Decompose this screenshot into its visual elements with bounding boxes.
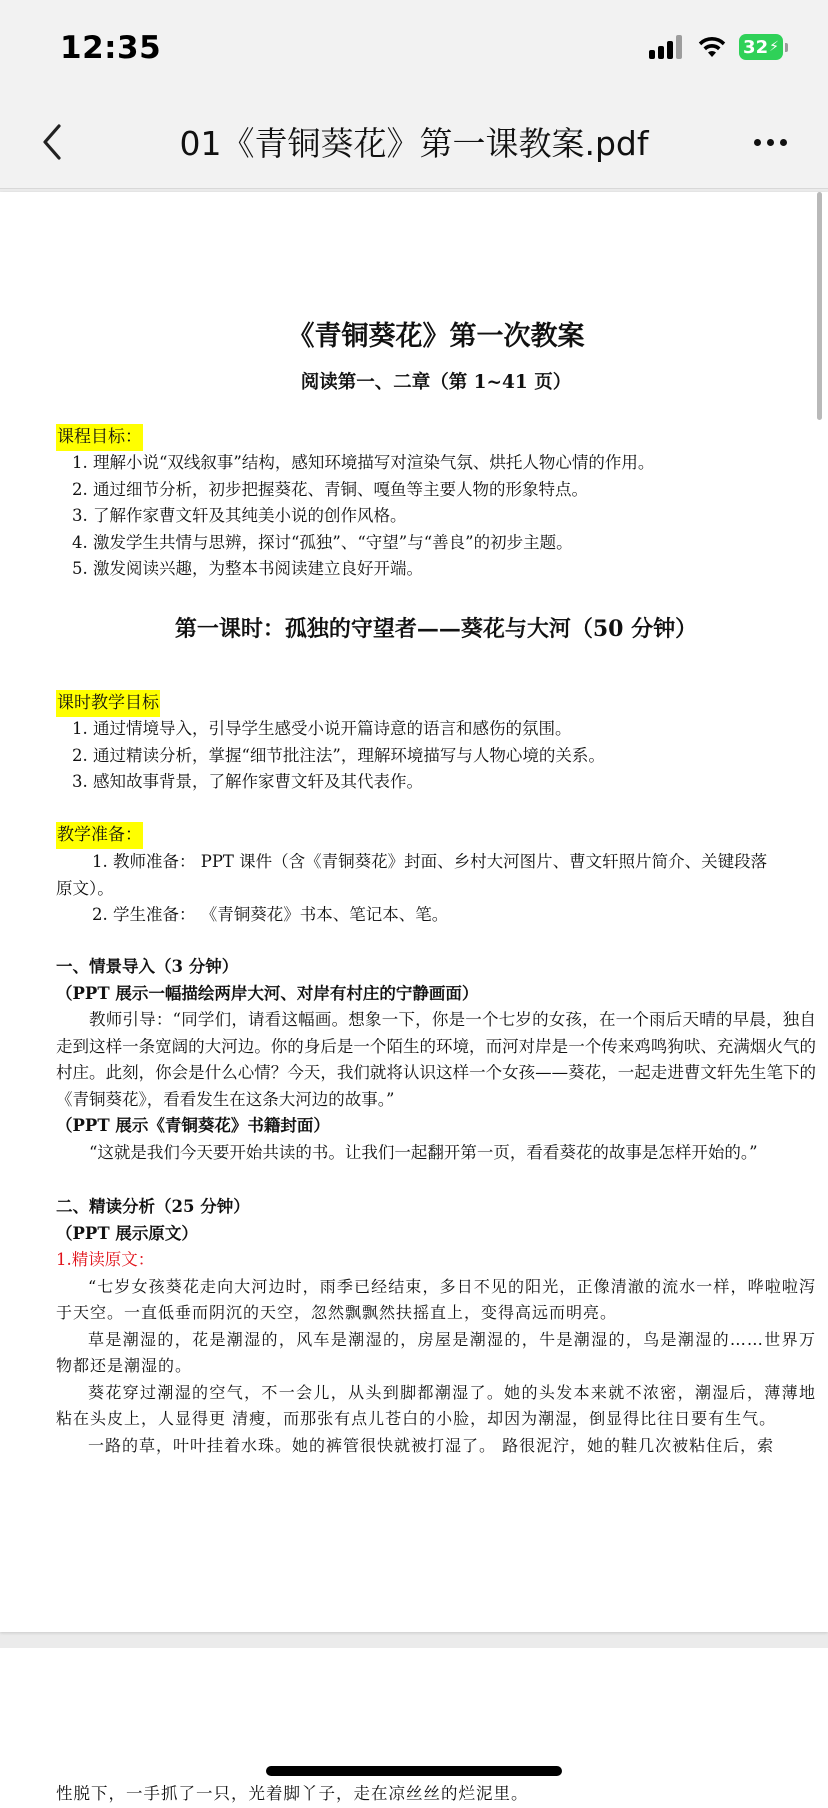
cellular-signal-icon (649, 35, 685, 59)
battery-level: 32 (743, 36, 769, 58)
section-heading: 一、情景导入（3 分钟） (56, 957, 239, 976)
more-dots-icon (754, 139, 761, 146)
paragraph: “这就是我们今天要开始共读的书。让我们一起翻开第一页，看看葵花的故事是怎样开始的。” (89, 1142, 758, 1162)
subsection-label: 1.精读原文： (56, 1250, 155, 1269)
status-time: 12:35 (60, 30, 162, 66)
status-icons (649, 34, 788, 60)
status-bar (0, 0, 828, 96)
paragraph: 性脱下，一手抓了一只，光着脚丫子，走在凉丝丝的烂泥里。 (56, 1784, 529, 1803)
list-item: 4. 激发学生共情与思辨，探讨“孤独”、“守望”与“善良”的初步主题。 (72, 532, 573, 552)
section-close-reading (56, 1194, 816, 1459)
prep-list (56, 849, 816, 929)
lesson-title: 第一课时：孤独的守望者——葵花与大河（50 分钟） (174, 616, 698, 642)
lesson-goals-label: 课时教学目标 (56, 690, 160, 717)
doc-subtitle: 阅读第一、二章（第 1~41 页） (300, 372, 572, 393)
back-button[interactable] (24, 114, 80, 170)
list-item: 1. 教师准备： PPT 课件（含《青铜葵花》封面、乡村大河图片、曹文轩照片简介、关键段落 (92, 852, 768, 871)
goals-list (56, 450, 654, 583)
wifi-icon (697, 35, 727, 59)
paragraph: 教师引导：“同学们，请看这幅画。想象一下，你是一个七岁的女孩，在一个雨后天晴的早晨，独自走到这样一条宽阔的大河边。你的身后是一个陌生的环境，而河对岸是一个传来鸡鸣狗吠、充满烟火气的村庄。此刻，你会是什么心情？今天，我们就将认识这样一个女孩——葵花，一起走进曹文轩先生笔下的《青铜葵花》，看看发生在这条大河边的故事。” (56, 1010, 816, 1109)
excerpt-paragraph: 草是潮湿的，花是潮湿的，风车是潮湿的，房屋是潮湿的，牛是潮湿的，鸟是潮湿的……世界万物都还是潮湿的。 (56, 1329, 816, 1375)
list-item: 5. 激发阅读兴趣，为整本书阅读建立良好开端。 (72, 559, 423, 578)
ppt-note: （PPT 展示原文） (56, 1223, 198, 1243)
prep-label: 教学准备： (56, 822, 143, 849)
pdf-page[interactable] (0, 192, 828, 1632)
chevron-left-icon (41, 123, 63, 161)
list-item: 3. 了解作家曹文轩及其纯美小说的创作风格。 (72, 506, 407, 525)
document-title: 01《青铜葵花》第一课教案.pdf (179, 124, 649, 163)
battery-icon: 32 ⚡ (739, 34, 788, 60)
ppt-note: （PPT 展示一幅描绘两岸大河、对岸有村庄的宁静画面） (56, 983, 479, 1003)
excerpt-paragraph: 一路的草，叶叶挂着水珠。她的裤管很快就被打湿了。 路很泥泞，她的鞋几次被粘住后，索 (88, 1435, 775, 1455)
scroll-indicator[interactable] (817, 192, 822, 420)
list-item: 2. 学生准备： 《青铜葵花》书本、笔记本、笔。 (92, 905, 449, 924)
list-item: 2. 通过精读分析，掌握“细节批注法”，理解环境描写与人物心境的关系。 (72, 745, 605, 765)
section-heading: 二、精读分析（25 分钟） (56, 1197, 250, 1216)
list-item: 2. 通过细节分析，初步把握葵花、青铜、嘎鱼等主要人物的形象特点。 (72, 479, 588, 499)
ppt-note: （PPT 展示《青铜葵花》书籍封面） (56, 1116, 330, 1135)
doc-title: 《青铜葵花》第一次教案 (287, 321, 585, 352)
section-intro (56, 954, 816, 1166)
list-item-continued: 原文）。 (56, 878, 114, 898)
pdf-page-2[interactable] (0, 1648, 828, 1808)
lesson-goals-list (56, 716, 605, 796)
list-item: 1. 通过情境导入，引导学生感受小说开篇诗意的语言和感伤的氛围。 (72, 719, 572, 738)
home-indicator[interactable] (266, 1766, 562, 1776)
more-options-button[interactable] (740, 114, 800, 170)
goals-label: 课程目标： (56, 424, 143, 451)
excerpt-paragraph: 葵花穿过潮湿的空气，不一会儿，从头到脚都潮湿了。她的头发本来就不浓密，潮湿后，薄薄地粘在头皮上，人显得更 清瘦，而那张有点儿苍白的小脸，却因为潮湿，倒显得比往日要有生气。 (56, 1382, 816, 1428)
list-item: 3. 感知故事背景，了解作家曹文轩及其代表作。 (72, 772, 423, 791)
nav-bar (0, 96, 828, 189)
list-item: 1. 理解小说“双线叙事”结构，感知环境描写对渲染气氛、烘托人物心情的作用。 (72, 453, 655, 472)
excerpt-paragraph: “七岁女孩葵花走向大河边时，雨季已经结束，多日不见的阳光，正像清澈的流水一样，哗啦啦泻于天空。一直低垂而阴沉的天空，忽然飘飘然扶摇直上，变得高远而明亮。 (56, 1276, 816, 1322)
